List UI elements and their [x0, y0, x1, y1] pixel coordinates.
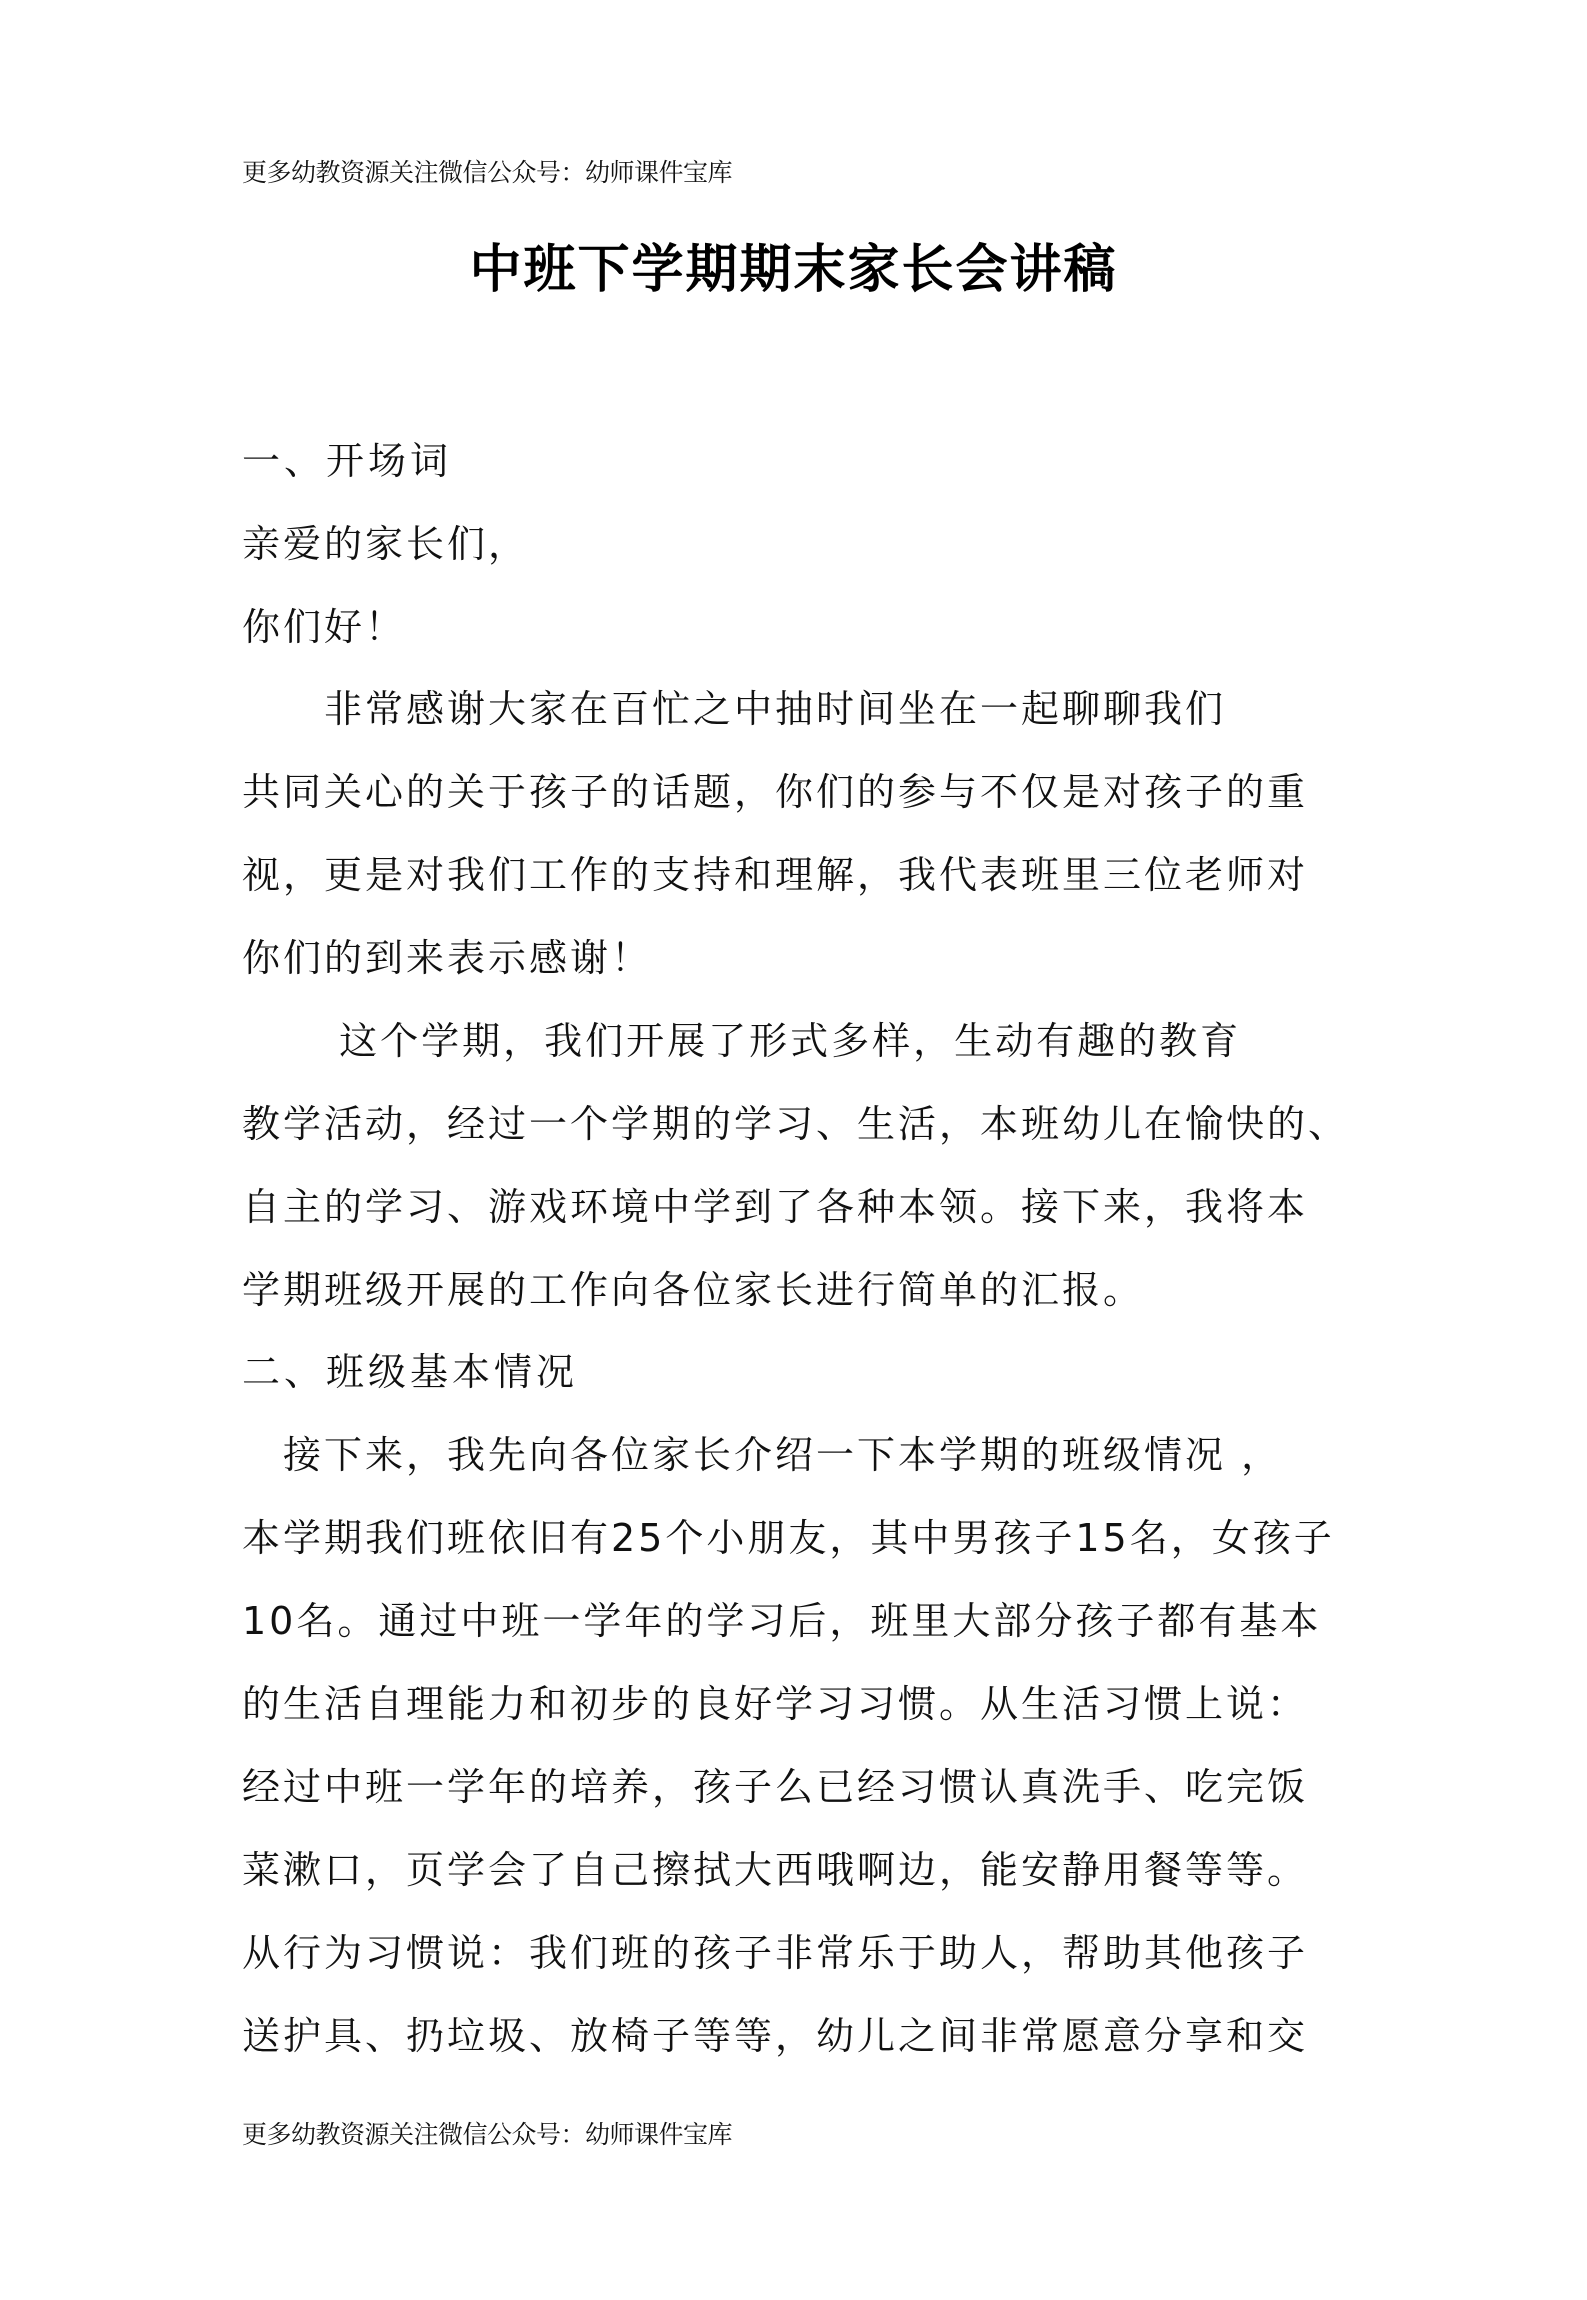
paragraph-line: 非常感谢大家在百忙之中抽时间坐在一起聊聊我们 [242, 687, 1227, 731]
footer-watermark-note: 更多幼教资源关注微信公众号：幼师课件宝库 [242, 2120, 733, 2149]
paragraph-line: 你们的到来表示感谢！ [242, 936, 653, 980]
document-title: 中班下学期期末家长会讲稿 [469, 239, 1118, 300]
paragraph-line: 接下来，我先向各位家长介绍一下本学期的班级情况 ， [242, 1433, 1283, 1477]
paragraph-line: 送护具、扔垃圾、放椅子等等，幼儿之间非常愿意分享和交 [242, 2014, 1309, 2058]
paragraph-line: 自主的学习、游戏环境中学到了各种本领。接下来，我将本 [242, 1185, 1309, 1229]
section-heading-opening: 一、开场词 [242, 439, 453, 483]
paragraph-line: 10名。通过中班一学年的学习后，班里大部分孩子都有基本 [242, 1599, 1322, 1643]
paragraph-line: 亲爱的家长们， [242, 522, 530, 566]
paragraph-line: 这个学期，我们开展了形式多样，生动有趣的教育 [242, 1019, 1242, 1063]
section-heading-class-overview: 二、班级基本情况 [242, 1350, 579, 1394]
paragraph-line: 经过中班一学年的培养，孩子么已经习惯认真洗手、吃完饭 [242, 1765, 1309, 1809]
paragraph-line: 视，更是对我们工作的支持和理解，我代表班里三位老师对 [242, 853, 1309, 897]
header-watermark-note: 更多幼教资源关注微信公众号：幼师课件宝库 [242, 158, 733, 187]
paragraph-line: 教学活动，经过一个学期的学习、生活，本班幼儿在愉快的、 [242, 1102, 1350, 1146]
paragraph-line: 的生活自理能力和初步的良好学习习惯。从生活习惯上说： [242, 1682, 1309, 1726]
paragraph-line: 从行为习惯说：我们班的孩子非常乐于助人，帮助其他孩子 [242, 1931, 1309, 1975]
paragraph-line: 本学期我们班依旧有25个小朋友，其中男孩子15名，女孩子 [242, 1516, 1335, 1560]
paragraph-line: 学期班级开展的工作向各位家长进行简单的汇报。 [242, 1268, 1145, 1312]
paragraph-line: 你们好！ [242, 605, 407, 649]
paragraph-line: 共同关心的关于孩子的话题，你们的参与不仅是对孩子的重 [242, 770, 1309, 814]
paragraph-line: 菜漱口，页学会了自己擦拭大西哦啊边，能安静用餐等等。 [242, 1848, 1309, 1892]
